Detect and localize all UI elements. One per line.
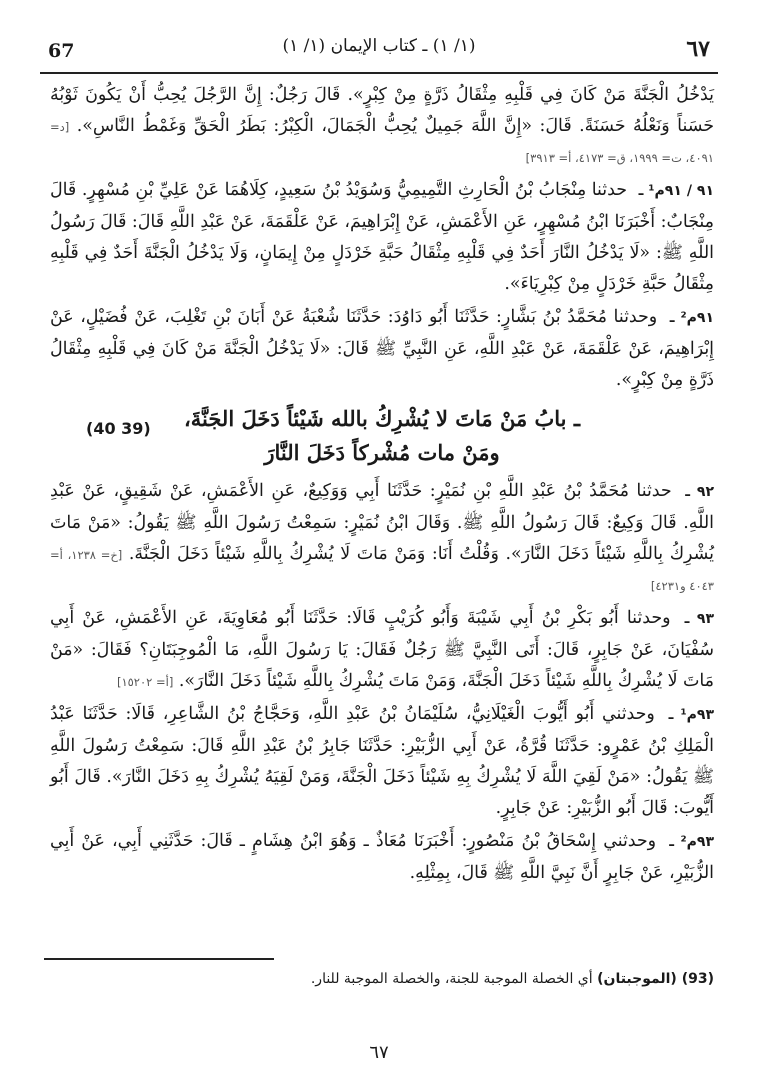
hadith-paragraph <box>50 603 714 697</box>
hadith-text: حدثنا مُحَمَّدُ بْنُ عَبْدِ اللَّهِ بْنِ نُمَيْرٍ: حَدَّثَنَا أَبِي وَوَكِيعٌ، عَنِ الأَعْمَشِ، عَنْ شَقِيقٍ، عَنْ عَبْدِ اللَّهِ. قَالَ وَكِيعٌ: قَالَ رَسُولُ اللَّهِ ﷺ. وَقَالَ ابْنُ نُمَيْرٍ: سَمِعْتُ رَسُولَ اللَّهِ ﷺ يَقُولُ: «مَنْ مَاتَ يُشْرِكُ بِاللَّهِ شَيْئاً دَخَلَ النَّارَ». وَقُلْتُ أَنَا: وَمَنْ مَاتَ لَا يُشْرِكُ بِاللَّهِ شَيْئاً دَخَلَ الْجَنَّةَ. <box>50 481 714 564</box>
chapter-title-line2: ومَنْ مات مُشْركاً دَخَلَ النَّارَ <box>264 440 500 465</box>
main-text <box>50 80 714 891</box>
hadith-text: وحدثنا أَبُو بَكْرِ بْنُ أَبِي شَيْبَةَ وَأَبُو كُرَيْبٍ قَالَا: حَدَّثَنَا أَبُو مُعَاوِيَةَ، عَنِ الأَعْمَشِ، عَنْ أَبِي سُفْيَانَ، عَنْ جَابِرٍ، قَالَ: أَتَى النَّبِيَّ ﷺ رَجُلٌ فَقَالَ: يَا رَسُولَ اللَّهِ، مَا الْمُوجِبَتَانِ؟ فَقَالَ: «مَنْ مَاتَ لَا يُشْرِكُ بِاللَّهِ شَيْئاً دَخَلَ الْجَنَّةَ، وَمَنْ مَاتَ يُشْرِكُ بِاللَّهِ شَيْئاً دَخَلَ النَّارَ». <box>50 608 714 691</box>
hadith-paragraph <box>50 826 714 889</box>
hadith-number: ٩٣م¹ ـ <box>668 707 714 723</box>
hadith-text: وحدثنا مُحَمَّدُ بْنُ بَشَّارٍ: حَدَّثَنَا أَبُو دَاوُدَ: حَدَّثَنَا شُعْبَةُ عَنْ أَبَانَ بْنِ تَغْلِبَ، عَنْ فُضَيْلٍ، عَنْ إِبْرَاهِيمَ، عَنْ عَلْقَمَةَ، عَنْ عَبْدِ اللَّهِ، عَنِ النَّبِيِّ ﷺ قَالَ: «لَا يَدْخُلُ الْجَنَّةَ مَنْ كَانَ فِي قَلْبِهِ مِثْقَالُ ذَرَّةٍ مِنْ كِبْرٍ». <box>50 307 714 390</box>
hadith-text: حدثنا مِنْجَابُ بْنُ الْحَارِثِ التَّمِيمِيُّ وَسُوَيْدُ بْنُ سَعِيدٍ، كِلَاهُمَا عَنْ عَلِيِّ بْنِ مُسْهِرٍ. قَالَ مِنْجَابٌ: أَخْبَرَنَا ابْنُ مُسْهِرٍ، عَنِ الأَعْمَشِ، عَنْ إِبْرَاهِيمَ، عَنْ عَلْقَمَةَ، عَنْ عَبْدِ اللَّهِ قَالَ: قَالَ رَسُولُ اللَّهِ ﷺ: «لَا يَدْخُلُ النَّارَ أَحَدٌ فِي قَلْبِهِ مِثْقَالُ حَبَّةِ خَرْدَلٍ مِنْ إِيمَانٍ، وَلَا يَدْخُلُ الْجَنَّةَ أَحَدٌ فِي قَلْبِهِ مِثْقَالُ حَبَّةِ خَرْدَلٍ مِنْ كِبْرِيَاءَ». <box>50 180 714 294</box>
page-header <box>40 30 718 74</box>
cross-references: [د= ٤٠٩١، ت= ١٩٩٩، ق= ٤١٧٣، أ= ٣٩١٣] <box>50 120 714 165</box>
footnote <box>44 968 714 990</box>
hadith-text: وحدثني أَبُو أَيُّوبَ الْغَيْلَانِيُّ، سُلَيْمَانُ بْنُ عَبْدِ اللَّهِ، وَحَجَّاجُ بْنُ الشَّاعِرِ، قَالَا: حَدَّثَنَا عَبْدُ الْمَلِكِ بْنُ عَمْرٍو: حَدَّثَنَا قُرَّةُ، عَنْ أَبِي الزُّبَيْرِ: حَدَّثَنَا جَابِرُ بْنُ عَبْدِ اللَّهِ قَالَ: سَمِعْتُ رَسُولَ اللَّهِ ﷺ يَقُولُ: «مَنْ لَقِيَ اللَّهَ لَا يُشْرِكُ بِهِ شَيْئاً دَخَلَ الْجَنَّةَ، وَمَنْ لَقِيَهُ يُشْرِكُ بِهِ دَخَلَ النَّارَ». قَالَ أَبُو أَيُّوبَ: قَالَ أَبُو الزُّبَيْرِ: عَنْ جَابِرٍ. <box>50 704 714 818</box>
hadith-number: ٩٢ ـ <box>685 484 714 500</box>
hadith-paragraph <box>50 175 714 300</box>
page-number-arabic: ٦٧ <box>686 36 710 62</box>
hadith-number: ٩٣ ـ <box>684 611 714 627</box>
hadith-text: وحدثني إِسْحَاقُ بْنُ مَنْصُورٍ: أَخْبَرَنَا مُعَاذٌ ـ وَهُوَ ابْنُ هِشَامٍ ـ قَالَ: حَدَّثَنِي أَبِي، عَنْ أَبِي الزُّبَيْرِ، عَنْ جَابِرٍ أَنَّ نَبِيَّ اللَّهِ ﷺ قَالَ، بِمِثْلِهِ. <box>50 831 714 883</box>
page-number-latin: 67 <box>48 40 75 62</box>
header-rule <box>40 72 718 74</box>
cross-references: [خ= ١٢٣٨، أ= ٤٠٤٣ و٤٢٣١] <box>50 548 714 593</box>
hadith-paragraph <box>50 476 714 601</box>
hadith-number: ٩٣م² ـ <box>669 834 714 850</box>
chapter-title-line1: ـ بابُ مَنْ مَاتَ لا يُشْرِكُ بالله شَيْئاً دَخَلَ الجَنَّةَ، <box>184 406 580 431</box>
hadith-number: ٩١ / ٩١م¹ ـ <box>638 183 714 199</box>
paragraph <box>50 80 714 173</box>
cross-references: [أ= ١٥٢٠٢] <box>116 675 174 689</box>
running-title: (١/ ١) ـ كتاب الإيمان (١/ ١) <box>282 36 476 56</box>
page-footer-number: ٦٧ <box>369 1042 389 1063</box>
paragraph-text: يَدْخُلُ الْجَنَّةَ مَنْ كَانَ فِي قَلْبِهِ مِثْقَالُ ذَرَّةٍ مِنْ كِبْرٍ». قَالَ رَجُلٌ: إِنَّ الرَّجُلَ يُحِبُّ أَنْ يَكُونَ ثَوْبُهُ حَسَناً وَنَعْلُهُ حَسَنَةً. قَالَ: «إِنَّ اللَّهَ جَمِيلٌ يُحِبُّ الْجَمَالَ، الْكِبْرُ: بَطَرُ الْحَقِّ وَغَمْطُ النَّاسِ». <box>50 85 714 136</box>
chapter-number: (40 39) <box>86 419 151 438</box>
footnote-text: أي الخصلة الموجبة للجنة، والخصلة الموجبة للنار. <box>310 971 593 987</box>
hadith-number: ٩١م² ـ <box>669 310 714 326</box>
footnote-rule <box>44 958 274 960</box>
hadith-paragraph <box>50 302 714 396</box>
footnote-head: (93) (الموجبتان) <box>597 971 714 987</box>
chapter-heading <box>50 402 714 470</box>
hadith-paragraph <box>50 699 714 824</box>
